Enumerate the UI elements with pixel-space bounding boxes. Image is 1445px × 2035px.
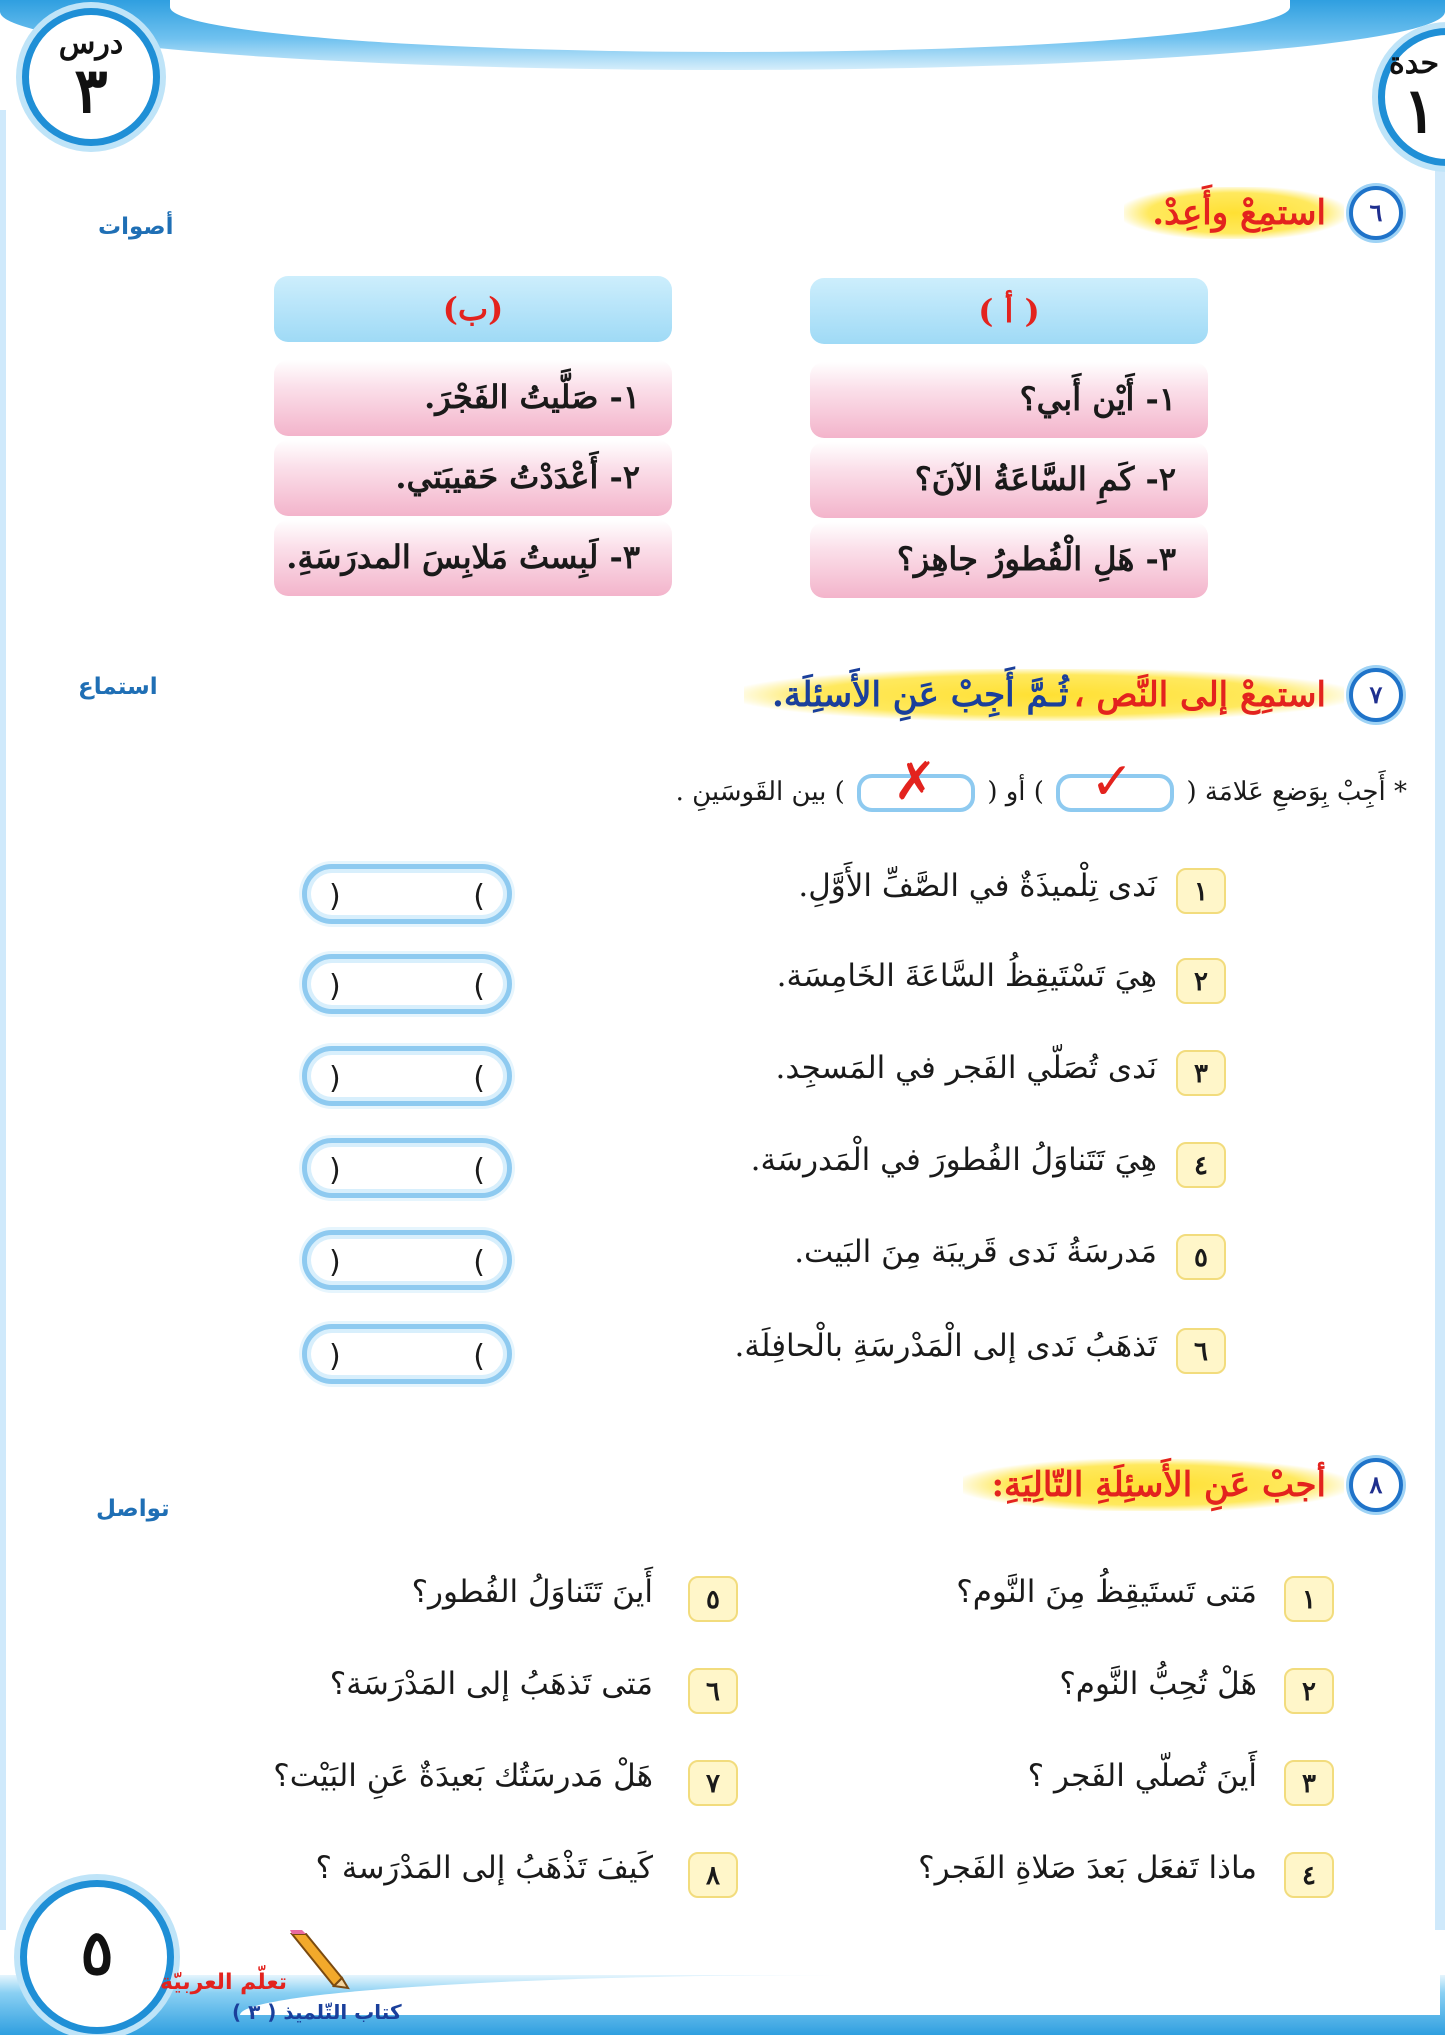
cross-mark-icon: ✗: [893, 752, 937, 812]
statement-text: تَذهَبُ نَدى إلى الْمَدْرسَةِ بالْحافِلَة.: [734, 1328, 1157, 1364]
unit-number: ١: [1403, 74, 1437, 147]
column-b-item: ١- صَلَّيتُ الفَجْرَ.: [274, 360, 672, 436]
column-b-header: (ب): [274, 276, 672, 342]
series-title: تعلّم العربيّة: [160, 1970, 288, 1995]
question-number: ٨: [688, 1852, 738, 1898]
question-number: ٣: [1284, 1760, 1334, 1806]
paren-open: (: [473, 1339, 485, 1374]
exercise-7-number: ٧: [1349, 668, 1403, 722]
answer-box[interactable]: [302, 1046, 512, 1106]
lesson-number: ٣: [74, 54, 108, 127]
exercise-8-number: ٨: [1349, 1458, 1403, 1512]
exercise-8-title-text: أجبْ عَنِ الأَسئِلَةِ التّالِيَةِ:: [991, 1465, 1326, 1505]
exercise-8-title: [963, 1458, 1403, 1512]
paren-open: (: [473, 1061, 485, 1096]
question-number: ٢: [1284, 1668, 1334, 1714]
question-number: ٦: [688, 1668, 738, 1714]
column-b-item: ٣- لَبِستُ مَلابِسَ المدرَسَةِ.: [274, 520, 672, 596]
paren-close: ): [329, 1245, 341, 1280]
statement-text: هِيَ تَسْتَيقِظُ السَّاعَةَ الخَامِسَة.: [776, 958, 1157, 994]
statement-text: هِيَ تَتَناوَلُ الفُطورَ في الْمَدرسَة.: [750, 1142, 1157, 1178]
question-text: كَيفَ تَذْهَبُ إلى المَدْرَسة ؟: [315, 1850, 653, 1886]
column-b-item: ٢- أَعْدَدْتُ حَقيبَتي.: [274, 440, 672, 516]
answer-box[interactable]: [302, 1138, 512, 1198]
question-text: ماذا تَفعَل بَعدَ صَلاةِ الفَجر؟: [918, 1850, 1257, 1886]
exercise-7-title-blue: ثُـمَّ أَجِبْ عَنِ الأَسئِلَة.: [772, 675, 1069, 715]
section-label-communication: تواصل: [96, 1496, 170, 1522]
question-text: هَلْ مَدرسَتُك بَعيدَةٌ عَنِ البَيْت؟: [273, 1758, 653, 1794]
exercise-6-title-text: استمِعْ وأَعِدْ.: [1152, 193, 1326, 233]
question-text: مَتى تَستَيقِظُ مِنَ النَّوم؟: [956, 1574, 1257, 1610]
statement-text: نَدى تُصَلّي الفَجر في المَسجِد.: [775, 1050, 1157, 1086]
statement-number: ٤: [1176, 1142, 1226, 1188]
paren-close: ): [329, 1061, 341, 1096]
paren-open: (: [473, 1245, 485, 1280]
statement-number: ٦: [1176, 1328, 1226, 1374]
question-number: ٤: [1284, 1852, 1334, 1898]
exercise-7-title-red: استمِعْ إلى النَّص ،: [1073, 675, 1326, 715]
unit-badge: [1378, 28, 1445, 166]
exercise-7-instruction: [675, 752, 1407, 812]
statement-number: ٥: [1176, 1234, 1226, 1280]
statement-number: ٢: [1176, 958, 1226, 1004]
cross-mark-box: [857, 752, 975, 812]
lesson-badge: [22, 8, 160, 146]
statement-number: ١: [1176, 868, 1226, 914]
question-text: أَينَ تَتَناوَلُ الفُطور؟: [411, 1574, 653, 1610]
question-number: ٥: [688, 1576, 738, 1622]
instruction-or: ) أو (: [987, 777, 1044, 807]
statement-text: مَدرسَةُ نَدى قَريبَة مِنَ البَيت.: [794, 1234, 1157, 1270]
column-a-item: ٢- كَمِ السَّاعَةُ الآنَ؟: [810, 442, 1208, 518]
exercise-6-number: ٦: [1349, 186, 1403, 240]
exercise-7-title: [744, 668, 1403, 722]
page-number-badge: [20, 1880, 174, 2034]
pencil-icon: [286, 1930, 350, 1990]
answer-box[interactable]: [302, 864, 512, 924]
right-border-rail: [1435, 110, 1445, 1930]
answer-box[interactable]: [302, 1324, 512, 1384]
question-text: أَينَ تُصلّي الفَجر ؟: [1027, 1758, 1257, 1794]
paren-open: (: [473, 969, 485, 1004]
check-mark-box: [1056, 752, 1174, 812]
unit-word: حدة: [1389, 46, 1440, 81]
exercise-6-title: [1124, 186, 1403, 240]
instruction-start: * أَجِبْ بِوَضعِ عَلامَة (: [1186, 777, 1407, 807]
paren-open: (: [473, 879, 485, 914]
question-text: مَتى تَذهَبُ إلى المَدْرَسَة؟: [329, 1666, 653, 1702]
check-mark-icon: ✓: [1090, 752, 1134, 812]
question-number: ٧: [688, 1760, 738, 1806]
answer-box[interactable]: [302, 1230, 512, 1290]
instruction-end: ) بين القَوسَينِ .: [675, 777, 845, 807]
answer-box[interactable]: [302, 954, 512, 1014]
paren-close: ): [329, 969, 341, 1004]
paren-open: (: [473, 1153, 485, 1188]
lesson-word: درس: [58, 26, 124, 61]
left-border-rail: [0, 110, 6, 1930]
book-label: كتاب التّلميذ ( ٣ ): [232, 2000, 402, 2024]
statement-number: ٣: [1176, 1050, 1226, 1096]
question-text: هَلْ تُحِبُّ النَّوم؟: [1059, 1666, 1257, 1702]
question-number: ١: [1284, 1576, 1334, 1622]
section-label-sounds: أصوات: [98, 214, 174, 240]
column-a-header: ( أ ): [810, 278, 1208, 344]
column-a-item: ٣- هَلِ الْفُطورُ جاهِز؟: [810, 522, 1208, 598]
statement-text: نَدى تِلْميذَةٌ في الصَّفِّ الأَوَّلِ.: [798, 868, 1157, 904]
section-label-listening: استماع: [78, 674, 158, 700]
paren-close: ): [329, 1153, 341, 1188]
column-a-item: ١- أَيْن أَبي؟: [810, 362, 1208, 438]
paren-close: ): [329, 1339, 341, 1374]
page-number: ٥: [80, 1916, 114, 1989]
paren-close: ): [329, 879, 341, 914]
